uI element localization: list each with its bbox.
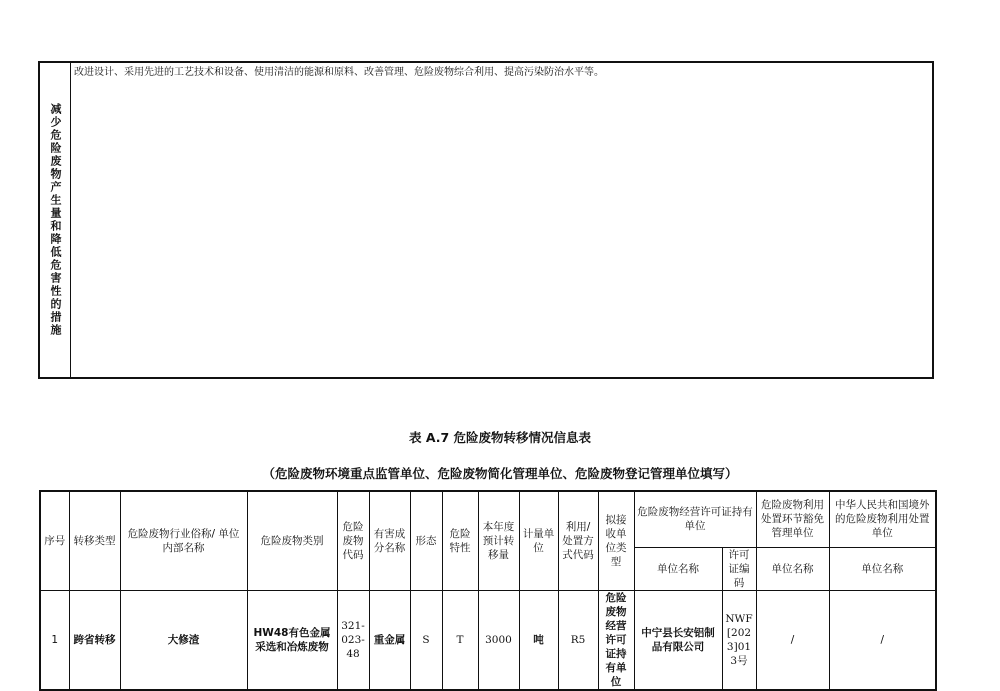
cell-category: HW48有色金属采选和冶炼废物 — [247, 590, 337, 690]
header-amount: 本年度预计转移量 — [478, 491, 519, 590]
transfer-info-table — [39, 490, 937, 691]
measures-content: 改进设计、采用先进的工艺技术和设备、使用清洁的能源和原料、改善管理、危险废物综合利用、提高污染防治水平等。 — [74, 67, 604, 78]
cell-exempt-unit-name: / — [756, 590, 829, 690]
header-receiver-type: 拟接收单位类型 — [598, 491, 634, 590]
table-subtitle: （危险废物环境重点监管单位、危险废物简化管理单位、危险废物登记管理单位填写） — [262, 466, 738, 481]
cell-permit-no: NWF[2023]013号 — [722, 590, 756, 690]
header-form: 形态 — [410, 491, 442, 590]
cell-receiver-type: 危险废物经营许可证持有单位 — [598, 590, 634, 690]
cell-seq: 1 — [40, 590, 69, 690]
cell-foreign-unit-name: / — [829, 590, 936, 690]
header-seq: 序号 — [40, 491, 69, 590]
header-code: 危险废物代码 — [337, 491, 369, 590]
table-title: 表 A.7 危险废物转移情况信息表 — [408, 430, 592, 445]
header-foreign-unit: 中华人民共和国境外的危险废物利用处置单位 — [829, 491, 936, 547]
header-harmful: 有害成分名称 — [369, 491, 410, 590]
cell-method: R5 — [558, 590, 598, 690]
header-transfer-type: 转移类型 — [69, 491, 120, 590]
header-permit-unit-name: 单位名称 — [634, 547, 722, 590]
header-category: 危险废物类别 — [247, 491, 337, 590]
cell-transfer-type: 跨省转移 — [69, 590, 120, 690]
header-exempt-unit-name: 单位名称 — [756, 547, 829, 590]
header-permit-no: 许可证编码 — [722, 547, 756, 590]
header-industry-name: 危险废物行业俗称/ 单位内部名称 — [120, 491, 247, 590]
table-row — [40, 590, 936, 690]
header-foreign-unit-name: 单位名称 — [829, 547, 936, 590]
cell-amount: 3000 — [478, 590, 519, 690]
header-exempt-unit: 危险废物利用处置环节豁免管理单位 — [756, 491, 829, 547]
header-method: 利用/处置方式代码 — [558, 491, 598, 590]
cell-harmful: 重金属 — [369, 590, 410, 690]
header-permit-holder: 危险废物经营许可证持有单位 — [634, 491, 756, 547]
header-unit: 计量单位 — [519, 491, 558, 590]
cell-permit-unit-name: 中宁县长安铝制品有限公司 — [634, 590, 722, 690]
cell-industry-name: 大修渣 — [120, 590, 247, 690]
cell-property: T — [442, 590, 478, 690]
cell-code: 321-023-48 — [337, 590, 369, 690]
header-row-1 — [40, 491, 936, 547]
cell-form: S — [410, 590, 442, 690]
cell-unit: 吨 — [519, 590, 558, 690]
reduction-measures-box — [38, 61, 934, 379]
measures-label-column — [40, 63, 71, 377]
measures-label: 减少危险废物产生量和降低危害性的措施 — [49, 103, 62, 337]
header-property: 危险特性 — [442, 491, 478, 590]
